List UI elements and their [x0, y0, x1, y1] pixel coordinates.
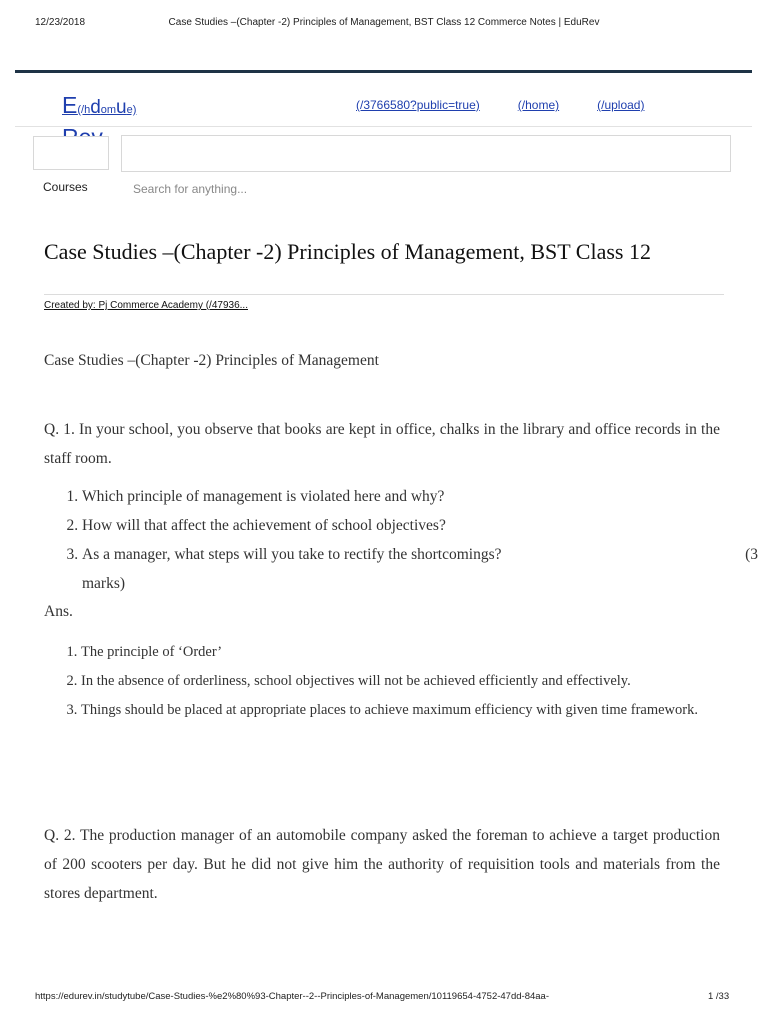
top-nav	[356, 98, 682, 112]
logo-href-part: (/h	[77, 104, 91, 116]
nav-divider	[15, 126, 752, 127]
marks-label-cont: marks)	[82, 575, 126, 592]
print-date: 12/23/2018	[35, 17, 86, 28]
answer-list	[44, 638, 757, 725]
created-by-link[interactable]: Created by: Pj Commerce Academy (/47936...	[44, 300, 248, 311]
answer-item: 1. The principle of ‘Order’	[81, 638, 757, 667]
question-1-item: 2. How will that affect the achievement of school objectives?	[82, 511, 758, 540]
title-divider	[44, 294, 724, 295]
courses-label: Courses	[43, 180, 88, 194]
search-placeholder: Search for anything...	[133, 182, 248, 196]
search-input[interactable]	[121, 135, 731, 172]
page-title: Case Studies –(Chapter -2) Principles of Management, BST Class 12	[44, 239, 651, 264]
question-2-text: Q. 2. The production manager of an automobile company asked the foreman to achieve a target production of 200 scooters per day. But he did not give him the authority of requisition tools and materials from the stores department.	[44, 827, 720, 902]
nav-link-profile[interactable]: (/3766580?public=true)	[356, 98, 480, 112]
logo-href-part-e: e)	[126, 104, 137, 116]
question-1-item: 1. Which principle of management is violated here and why?	[82, 482, 758, 511]
question-1-item	[82, 540, 758, 598]
print-title: Case Studies –(Chapter -2) Principles of Management, BST Class 12 Commerce Notes | EduRev	[168, 17, 600, 28]
logo-letter-d: d	[90, 97, 101, 118]
header-rule	[15, 70, 752, 73]
edurev-logo-link[interactable]	[62, 92, 136, 119]
nav-link-home[interactable]: (/home)	[517, 98, 560, 112]
question-1-item-text: 3. As a manager, what steps will you take to rectify the shortcomings?	[82, 546, 502, 563]
question-1-item-row	[82, 540, 758, 569]
answer-label: Ans.	[44, 603, 73, 620]
marks-label: (3	[745, 546, 758, 563]
footer-page-number: 1 /33	[708, 991, 730, 1002]
logo-letter-u: u	[116, 97, 127, 118]
nav-link-upload[interactable]: (/upload)	[597, 98, 645, 112]
logo-letter-e: E	[62, 92, 78, 118]
courses-dropdown[interactable]	[33, 136, 109, 170]
question-1-text: Q. 1. In your school, you observe that books are kept in office, chalks in the library and office records in the staff room.	[44, 421, 720, 467]
footer-url: https://edurev.in/studytube/Case-Studies-%e2%80%93-Chapter--2--Principles-of-Managemen/10119654-4752-47dd-84aa-	[35, 991, 549, 1002]
answer-item: 3. Things should be placed at appropriate places to achieve maximum efficiency with given time framework.	[81, 696, 757, 725]
document-subtitle: Case Studies –(Chapter -2) Principles of Management	[44, 352, 379, 369]
question-1-list	[44, 482, 758, 598]
logo-href-part-om: om	[100, 104, 117, 116]
print-header	[0, 17, 768, 31]
answer-item: 2. In the absence of orderliness, school objectives will not be achieved efficiently and effectively.	[81, 667, 757, 696]
